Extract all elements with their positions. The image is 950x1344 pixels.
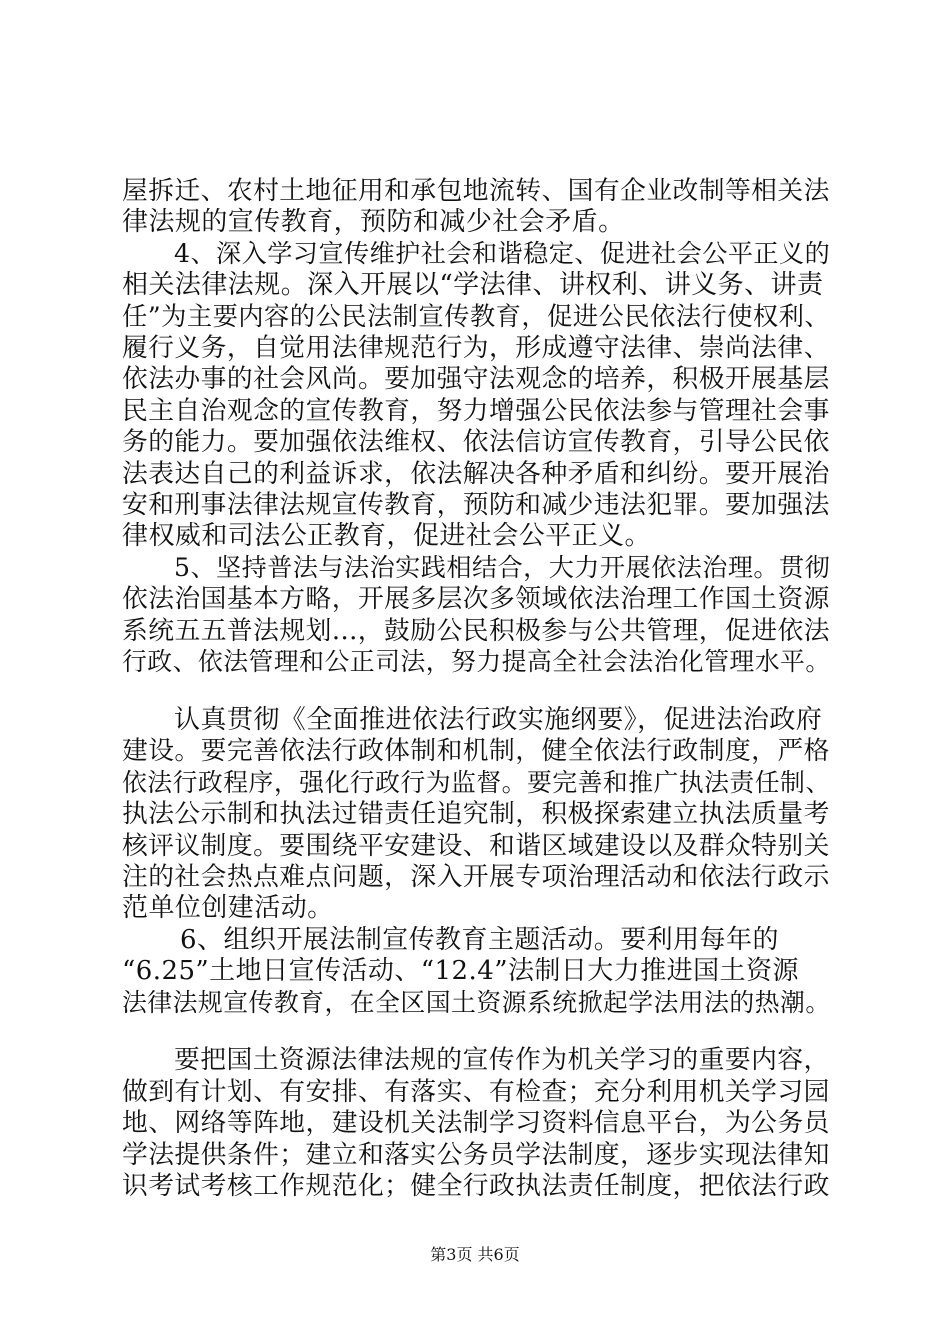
text-line: 依法办事的社会风尚。要加强守法观念的培养，积极开展基层 — [122, 364, 830, 394]
text-line: 任”为主要内容的公民法制宣传教育，促进公民依法行使权利、 — [122, 302, 831, 331]
text-line: 履行义务，自觉用法律规范行为，形成遵守法律、崇尚法律、 — [122, 333, 830, 363]
text-line: 注的社会热点难点问题，深入开展专项治理活动和依法行政示 — [122, 862, 830, 892]
text-line: 识考试考核工作规范化；健全行政执法责任制度，把依法行政 — [122, 1171, 830, 1201]
text-line: 律法规的宣传教育，预防和减少社会矛盾。 — [122, 207, 625, 237]
text-line: “6.25”土地日宣传活动、“12.4”法制日大力推进国土资源 — [122, 956, 799, 986]
text-line: 相关法律法规。深入开展以“学法律、讲权利、讲义务、讲责 — [122, 270, 824, 300]
text-line: 范单位创建活动。 — [122, 893, 334, 923]
text-line: 4、深入学习宣传维护社会和谐稳定、促进社会公平正义的 — [174, 239, 831, 268]
text-line: 行政、依法管理和公正司法，努力提高全社会法治化管理水平。 — [122, 647, 831, 676]
text-line: 核评议制度。要围绕平安建设、和谐区域建设以及群众特别关 — [122, 831, 830, 861]
text-line: 5、坚持普法与法治实践相结合，大力开展依法治理。贯彻 — [174, 553, 831, 582]
text-line: 建设。要完善依法行政体制和机制，健全依法行政制度，严格 — [122, 736, 830, 766]
text-line: 依法治国基本方略，开展多层次多领域依法治理工作国土资源 — [122, 584, 830, 614]
text-line: 地、网络等阵地，建设机关法制学习资料信息平台，为公务员 — [122, 1108, 830, 1138]
text-line: 民主自治观念的宣传教育，努力增强公民依法参与管理社会事 — [122, 396, 830, 426]
text-line: 学法提供条件；建立和落实公务员学法制度，逐步实现法律知 — [122, 1140, 830, 1170]
text-line: 6、组织开展法制宣传教育主题活动。要利用每年的 — [180, 925, 779, 955]
page-number: 第3页 共6页 — [430, 1245, 520, 1264]
text-line: 要把国土资源法律法规的宣传作为机关学习的重要内容， — [174, 1045, 830, 1075]
text-line: 认真贯彻《全面推进依法行政实施纲要》，促进法治政府 — [174, 705, 823, 735]
text-line: 律权威和司法公正教育，促进社会公平正义。 — [122, 521, 652, 551]
text-line: 做到有计划、有安排、有落实、有检查；充分利用机关学习园 — [122, 1077, 830, 1107]
text-line: 执法公示制和执法过错责任追究制，积极探索建立执法质量考 — [122, 799, 830, 829]
text-line: 务的能力。要加强依法维权、依法信访宣传教育，引导公民依 — [122, 427, 830, 457]
text-line: 安和刑事法律法规宣传教育，预防和减少违法犯罪。要加强法 — [122, 490, 830, 520]
text-line: 系统五五普法规划...，鼓励公民积极参与公共管理，促进依法 — [122, 616, 830, 646]
text-line: 法律法规宣传教育，在全区国土资源系统掀起学法用法的热潮。 — [122, 988, 831, 1017]
text-line: 依法行政程序，强化行政行为监督。要完善和推广执法责任制、 — [122, 768, 831, 797]
text-line: 屋拆迁、农村土地征用和承包地流转、国有企业改制等相关法 — [122, 176, 830, 206]
text-line: 法表达自己的利益诉求，依法解决各种矛盾和纠纷。要开展治 — [122, 459, 830, 489]
